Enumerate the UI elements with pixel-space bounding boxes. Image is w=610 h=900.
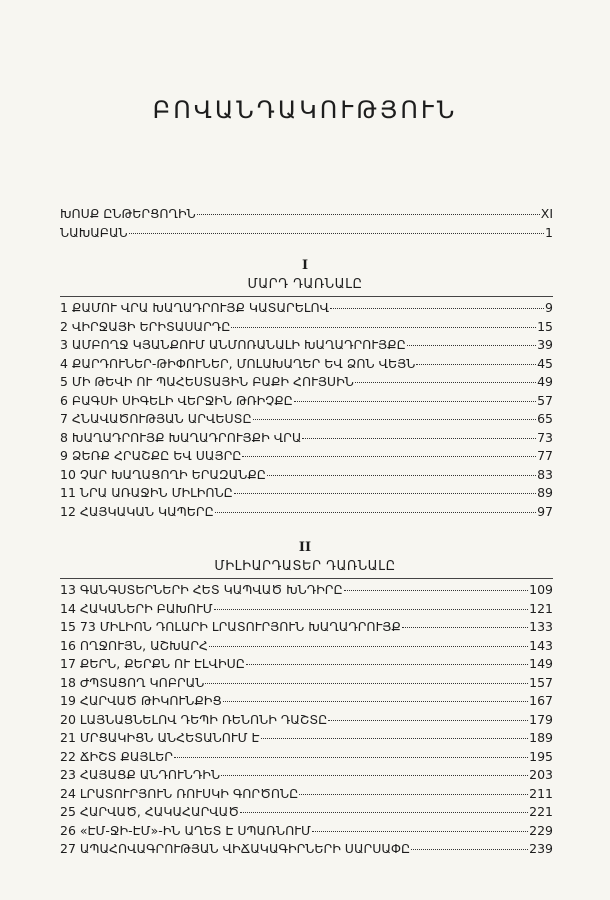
- dot-leader: [214, 609, 528, 610]
- entry-title: 16 ՈՂՋՈՒՅՆ, ԱՇԽԱՐՀ: [60, 637, 208, 653]
- part-divider: [60, 296, 553, 297]
- entry-title: 17 ՔԵՐՆ, ՔԵՐՔՆ ՈՒ ԷԼՎԻՍԸ: [60, 656, 245, 671]
- entry-title: 12 ՀԱՅԿԱԿԱՆ ԿԱՊԵՐԸ: [60, 503, 214, 519]
- entry-title: 9 ՁԵՌՔ ՀՐԱՇՔԸ ԵՎ ՍԱՅՐԸ: [60, 448, 242, 463]
- entry-page: 109: [529, 582, 553, 597]
- entry-page: 195: [529, 748, 553, 764]
- dot-leader: [344, 590, 529, 591]
- entry-page: 239: [529, 841, 553, 856]
- dot-leader: [261, 738, 529, 739]
- entry-page: 221: [529, 804, 553, 819]
- entry-page: 39: [537, 337, 553, 352]
- part-1-chapters: [60, 300, 553, 522]
- dot-leader: [416, 364, 536, 365]
- entry-title: 13 ԳԱՆԳՍՏԵՐՆԵՐԻ ՀԵՏ ԿԱՊՎԱԾ ԽՆԴԻՐԸ: [60, 582, 343, 597]
- dot-leader: [223, 701, 528, 702]
- toc-entry: [60, 448, 553, 467]
- entry-title: 14 ՀԱԿԱՆԵՐԻ ԲԱԽՈՒՄ: [60, 600, 213, 616]
- entry-page: 167: [529, 693, 553, 708]
- entry-title: 1 ՔԱՄՈՒ ՎՐԱ ԽԱՂԱԴՐՈՒՅՔ ԿԱՏԱՐԵԼՈՎ: [60, 300, 330, 315]
- toc-entry: [60, 638, 553, 657]
- dot-leader: [294, 401, 536, 402]
- part-divider: [60, 578, 553, 579]
- dot-leader: [355, 382, 536, 383]
- dot-leader: [205, 683, 528, 684]
- toc-entry: [60, 337, 553, 356]
- entry-title: 7 ՀՆԱՎԱԾՈՒԹՅԱՆ ԱՐՎԵՍՏԸ: [60, 411, 252, 426]
- part-2-chapters: [60, 582, 553, 860]
- dot-leader: [221, 775, 528, 776]
- entry-title: 24 ԼՐԱՏՈՒՐՅՈՒՆ ՌՈՒՍԿԻ ԳՈՐԾՈՆԸ: [60, 785, 299, 801]
- dot-leader: [234, 493, 536, 494]
- entry-page: 121: [529, 600, 553, 616]
- entry-page: 157: [529, 674, 553, 690]
- entry-page: 189: [529, 730, 553, 745]
- toc-entry: [60, 504, 553, 523]
- dot-leader: [246, 664, 528, 665]
- entry-title: 8 ԽԱՂԱԴՐՈՒՅՔ ԽԱՂԱԴՐՈՒՅՔԻ ՎՐԱ: [60, 429, 302, 445]
- entry-page: 45: [537, 355, 553, 371]
- part-numeral: II: [298, 540, 312, 555]
- entry-page: 149: [529, 656, 553, 671]
- toc-entry: [60, 356, 553, 375]
- toc-entry: [60, 467, 553, 486]
- dot-leader: [407, 345, 536, 346]
- toc-entry: [60, 430, 553, 449]
- entry-title: 18 ԺՊՏԱՑՈՂ ԿՈԲՐԱՆ: [60, 674, 205, 690]
- entry-title: ԽՈՍՔ ԸՆԹԵՐՑՈՂԻՆ: [60, 206, 196, 221]
- entry-page: 97: [537, 503, 553, 519]
- dot-leader: [209, 646, 528, 647]
- dot-leader: [240, 812, 528, 813]
- entry-page: 65: [537, 411, 553, 426]
- toc-entry: [60, 804, 553, 823]
- dot-leader: [242, 456, 536, 457]
- entry-title: 19 ՀԱՐՎԱԾ ԹԻԿՈՒՆՔԻՑ: [60, 693, 222, 708]
- entry-title: 3 ԱՄԲՈՂՋ ԿՅԱՆՔՈՒՄ ԱՆՄՈՌԱՆԱԼԻ ԽԱՂԱԴՐՈՒՅՔԸ: [60, 337, 406, 352]
- entry-title: 5 ՄԻ ԹԵՎԻ ՈՒ ՊԱՀԵՍՏԱՅԻՆ ԲԱՔԻ ՀՈՒՅՍԻՆ: [60, 374, 354, 389]
- toc-entry: [60, 582, 553, 601]
- entry-page: 179: [529, 711, 553, 727]
- entry-title: 2 ՎԻՐՋԱՅԻ ԵՐԻՏԱՍԱՐԴԸ: [60, 318, 231, 334]
- part-title: ՄԱՐԴ ԴԱՌՆԱԼԸ: [247, 277, 363, 292]
- entry-title: 4 ՔԱՐԴՈՒՆԵՐ-ԹԻՓՈՒՆԵՐ, ՄՈԼԱԽԱՂԵՐ ԵՎ ՁՈՆ ՎԵՅՆ: [60, 355, 416, 371]
- entry-page: 229: [529, 822, 553, 838]
- dot-leader: [253, 419, 536, 420]
- entry-title: 25 ՀԱՐՎԱԾ, ՀԱԿԱՀԱՐՎԱԾ: [60, 804, 240, 819]
- toc-entry: [60, 319, 553, 338]
- dot-leader: [299, 794, 528, 795]
- part-title: ՄԻԼԻԱՐԴԱՏԵՐ ԴԱՌՆԱԼԸ: [214, 559, 396, 574]
- dot-leader: [302, 438, 536, 439]
- dot-leader: [267, 475, 536, 476]
- toc-entry: [60, 619, 553, 638]
- toc-entry: [60, 730, 553, 749]
- toc-entry: [60, 225, 553, 244]
- entry-title: 10 ՉԱՐ ԽԱՂԱՑՈՂԻ ԵՐԱԶԱՆՔԸ: [60, 466, 266, 482]
- entry-page: 133: [529, 619, 553, 634]
- toc-entry: [60, 206, 553, 225]
- toc-entry: [60, 767, 553, 786]
- entry-page: XI: [540, 206, 553, 221]
- part-numeral: I: [301, 258, 309, 273]
- entry-title: 20 ԼԱՅՆԱՑՆԵԼՈՎ ԴԵՊԻ ՌԵՆՈՆԻ ԴԱՇՏԸ: [60, 711, 328, 727]
- toc-entry: [60, 300, 553, 319]
- entry-page: 143: [529, 637, 553, 653]
- entry-page: 77: [537, 448, 553, 463]
- toc-entry: [60, 601, 553, 620]
- dot-leader: [312, 831, 528, 832]
- entry-title: 26 «ԷՄ-ՋԻ-ԷՄ»-ԻՆ ԱՂԵՏ Է ՍՊԱՌՆՈՒՄ: [60, 822, 311, 838]
- dot-leader: [231, 327, 536, 328]
- page-title: ԲՈՎԱՆԴԱԿՈՒԹՅՈՒՆ: [152, 96, 458, 124]
- dot-leader: [411, 849, 528, 850]
- entry-title: ՆԱԽԱԲԱՆ: [60, 224, 128, 240]
- dot-leader: [215, 512, 536, 513]
- toc-entry: [60, 656, 553, 675]
- entry-page: 9: [545, 300, 553, 315]
- toc-entry: [60, 411, 553, 430]
- dot-leader: [174, 757, 528, 758]
- entry-title: 6 ԲԱԳՍԻ ՍԻԳԵԼԻ ՎԵՐՋԻՆ ԹՌԻՉՔԸ: [60, 392, 293, 408]
- toc-entry: [60, 823, 553, 842]
- entry-page: 1: [545, 224, 553, 240]
- toc-entry: [60, 712, 553, 731]
- front-matter: [60, 206, 553, 243]
- entry-page: 57: [537, 392, 553, 408]
- entry-page: 49: [537, 374, 553, 389]
- toc-entry: [60, 841, 553, 860]
- entry-title: 27 ԱՊԱՀՈՎԱԳՐՈՒԹՅԱՆ ՎԻՃԱԿԱԳԻՐՆԵՐԻ ՍԱՐՍԱՓԸ: [60, 841, 411, 856]
- entry-title: 21 ՄՐՑԱԿԻՑՆ ԱՆՀԵՏԱՆՈՒՄ Է: [60, 730, 260, 745]
- dot-leader: [330, 308, 544, 309]
- entry-page: 15: [537, 318, 553, 334]
- dot-leader: [129, 233, 544, 234]
- entry-page: 73: [537, 429, 553, 445]
- entry-title: 15 73 ՄԻԼԻՈՆ ԴՈԼԱՐԻ ԼՐԱՏՈՒՐՅՈՒՆ ԽԱՂԱԴՐՈՒՅՔ: [60, 619, 401, 634]
- entry-title: 22 ՃԻՇՏ ՔԱՅԼԵՐ: [60, 748, 173, 764]
- dot-leader: [402, 627, 528, 628]
- entry-title: 23 ՀԱՅԱՑՔ ԱՆԴՈՒՆԴԻՆ: [60, 767, 221, 782]
- toc-entry: [60, 693, 553, 712]
- entry-page: 203: [529, 767, 553, 782]
- toc-entry: [60, 393, 553, 412]
- entry-page: 83: [537, 466, 553, 482]
- toc-entry: [60, 374, 553, 393]
- toc-entry: [60, 749, 553, 768]
- toc-entry: [60, 786, 553, 805]
- toc-entry: [60, 675, 553, 694]
- dot-leader: [197, 214, 540, 215]
- entry-title: 11 ՆՐԱ ԱՌԱՋԻՆ ՄԻԼԻՈՆԸ: [60, 485, 233, 500]
- entry-page: 211: [529, 785, 553, 801]
- entry-page: 89: [537, 485, 553, 500]
- toc-entry: [60, 485, 553, 504]
- dot-leader: [328, 720, 528, 721]
